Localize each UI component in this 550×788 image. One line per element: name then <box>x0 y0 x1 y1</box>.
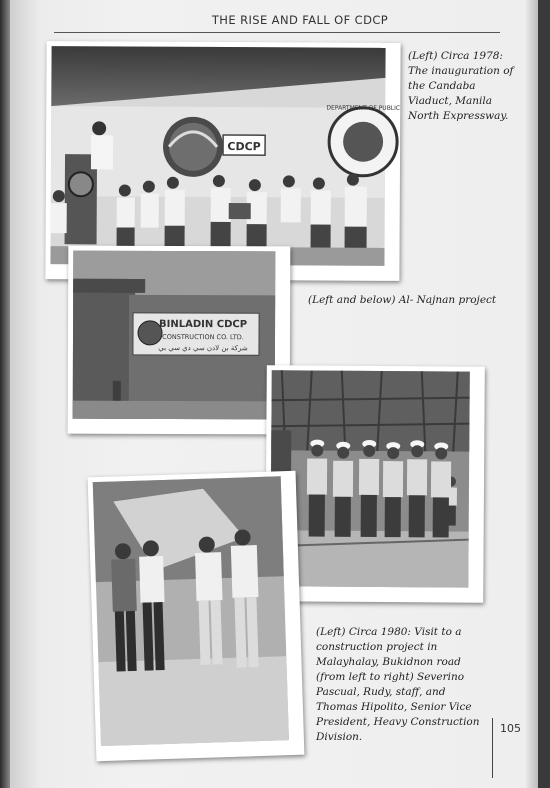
site-visit-scene <box>93 476 289 746</box>
book-binding <box>0 0 10 788</box>
page-number: 105 <box>500 722 521 735</box>
caption-inauguration: (Left) Circa 1978: The inauguration of the Candaba Viaduct, Manila North Expressway. <box>408 50 514 122</box>
photo-site-visit-image <box>93 476 300 756</box>
photo-hard-hat-image <box>270 370 480 597</box>
header-rule <box>54 32 500 33</box>
building-sign-line2: CONSTRUCTION CO. LTD. <box>162 332 244 342</box>
seal-text: DEPARTMENT OF PUBLIC <box>326 104 401 112</box>
running-head: THE RISE AND FALL OF CDCP <box>211 13 389 27</box>
page-edge <box>526 0 538 788</box>
binladin-scene <box>73 251 276 420</box>
photo-binladin-image <box>73 251 286 430</box>
photo-binladin-building <box>68 246 291 435</box>
photo-inauguration-image <box>50 46 401 276</box>
page-number-rule <box>492 718 493 778</box>
stage-sign-text: CDCP <box>227 140 261 154</box>
building-sign-arabic: شركة بن لادن سي دي سي بي <box>158 343 248 353</box>
caption-malaybalay-visit: (Left) Circa 1980: Visit to a construction project in Malayhalay, Bukidnon road (from left to right) Severino Pascual, Rudy, staff, and Thomas Hipolito, Senior Vice President, Heavy Construction Division. <box>316 626 480 743</box>
caption-al-najnan: (Left and below) Al- Najnan project <box>308 294 497 306</box>
book-page <box>10 0 538 788</box>
photo-site-visit <box>88 471 305 761</box>
hard-hat-scene <box>270 370 470 587</box>
building-sign-line1: BINLADIN CDCP <box>159 318 248 331</box>
inauguration-scene <box>50 46 401 266</box>
